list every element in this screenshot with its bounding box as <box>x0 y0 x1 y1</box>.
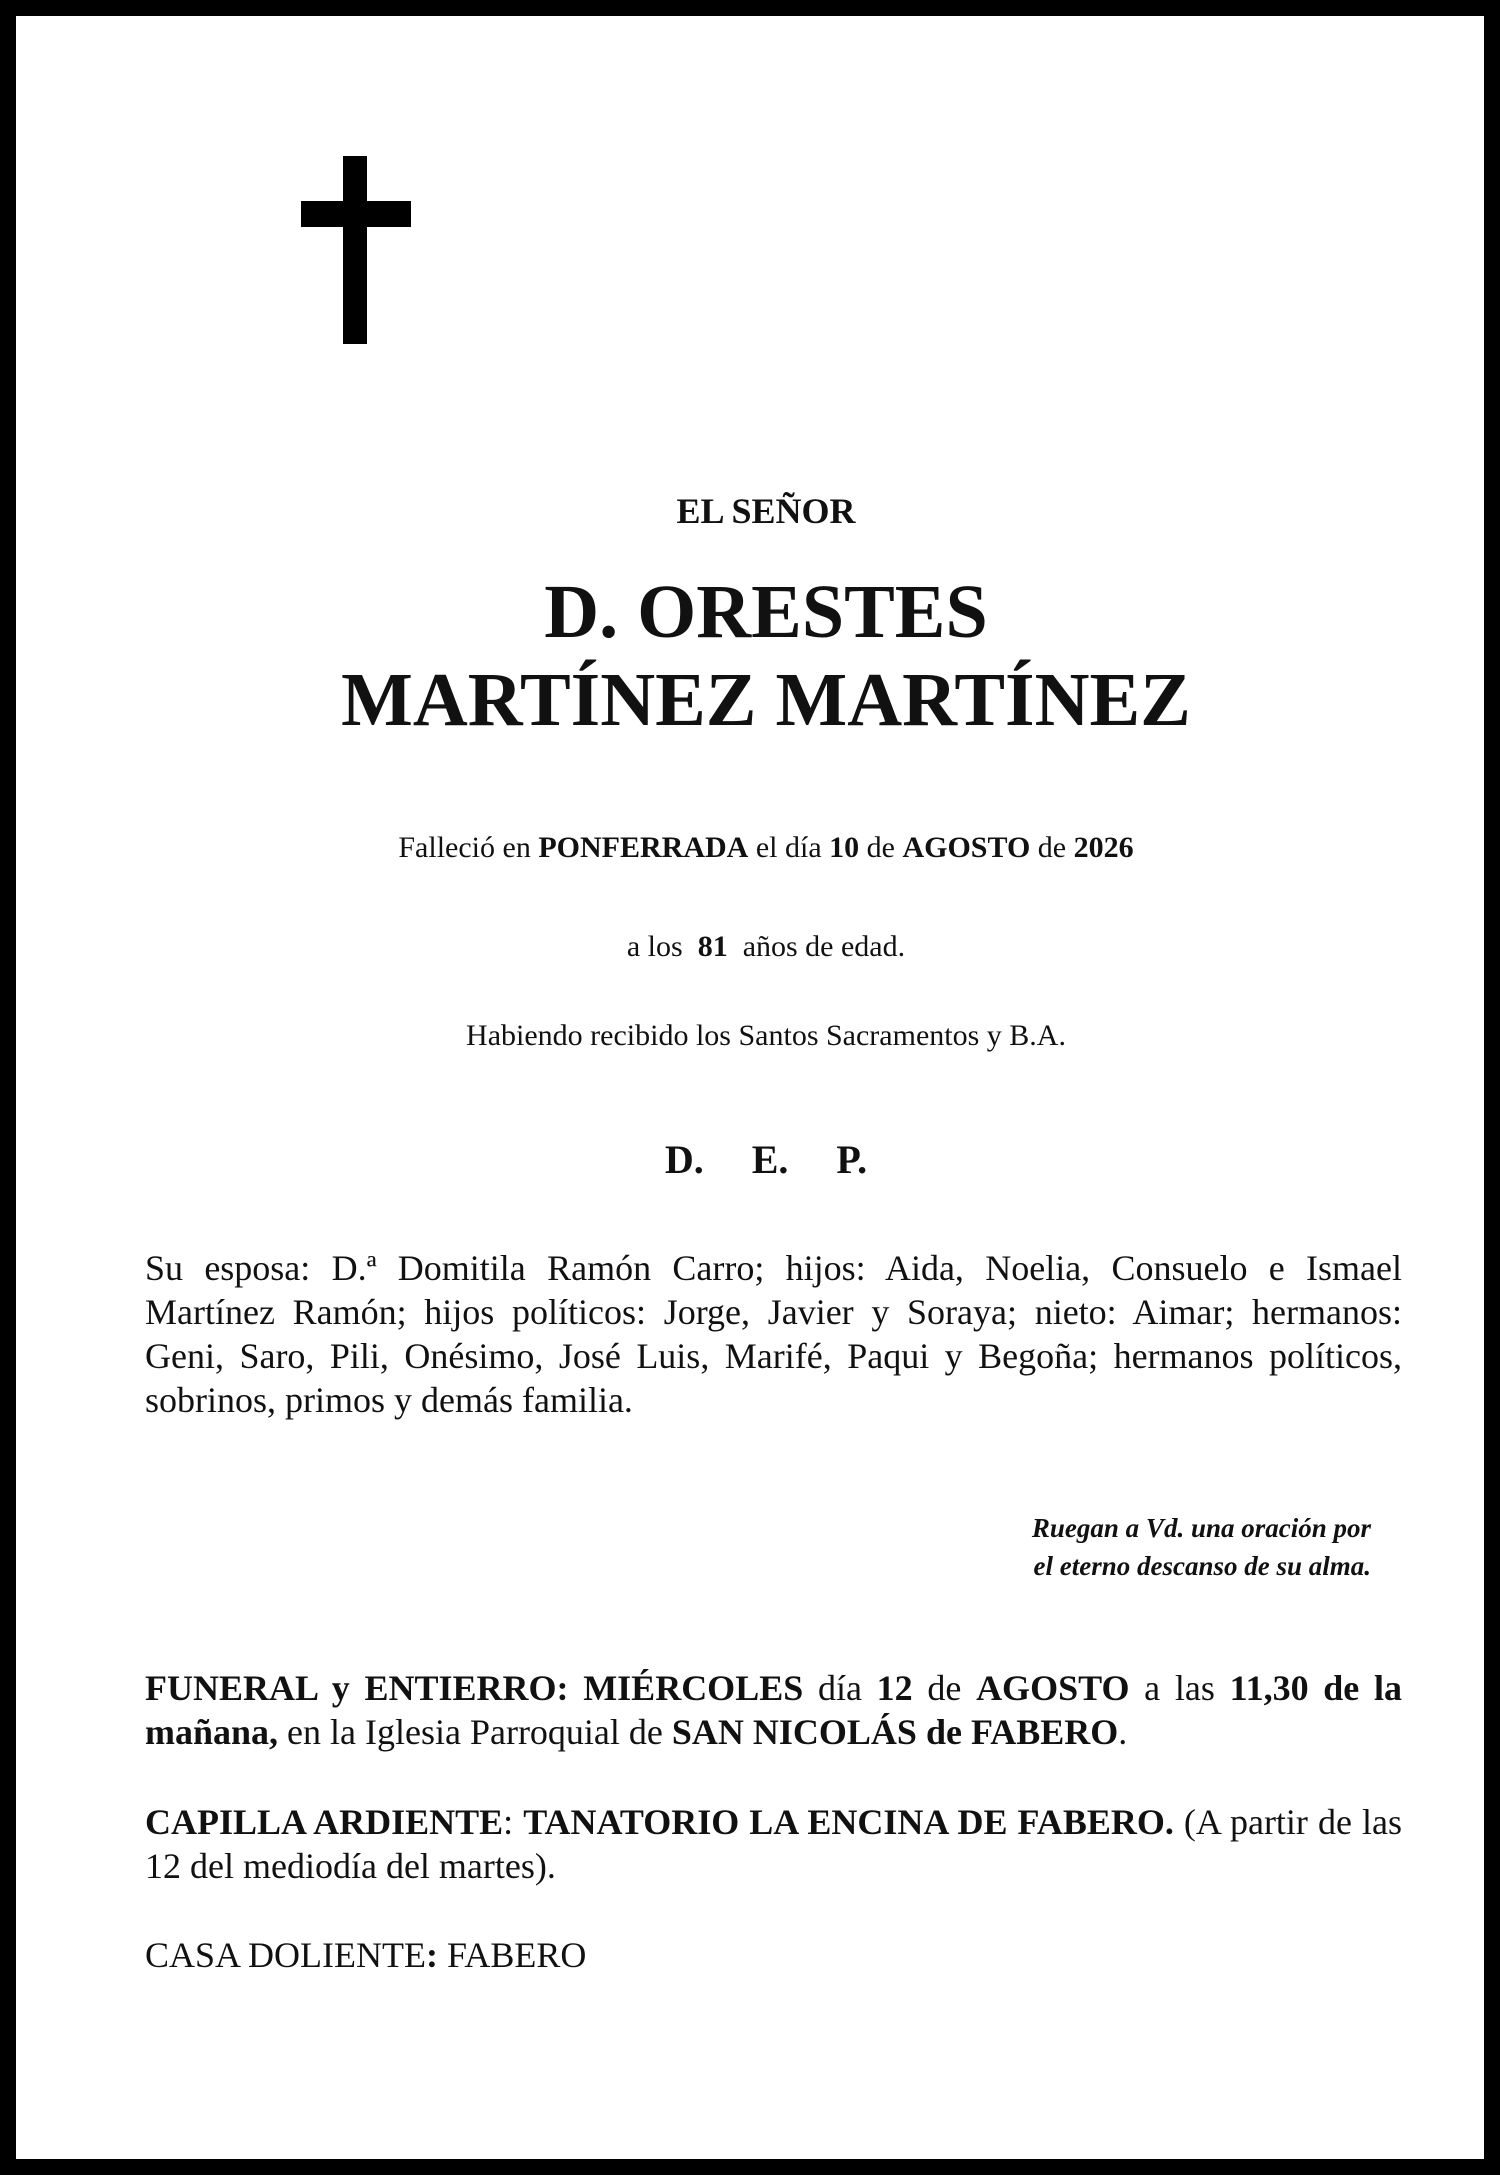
chapel-info: CAPILLA ARDIENTE: TANATORIO LA ENCINA DE FABERO. (A partir de las 12 del mediodía del martes). <box>145 1802 1402 1886</box>
honorific: EL SEÑOR <box>676 491 856 531</box>
death-place: PONFERRADA <box>538 831 749 864</box>
dep-initials: D. E. P. <box>664 1137 868 1182</box>
family-paragraph: Su esposa: D.ª Domitila Ramón Carro; hijos: Aida, Noelia, Consuelo e Ismael Martínez Ramón; hijos políticos: Jorge, Javier y Soraya; nieto: Aimar; hermanos: Geni, Saro, Pili, Onésimo, José Luis, Marifé, Paqui y Begoña; hermanos políticos, sobrinos, primos y demás familia. <box>145 1248 1402 1420</box>
funeral-info: FUNERAL y ENTIERRO: MIÉRCOLES día 12 de AGOSTO a las 11,30 de la mañana, en la Iglesia Parroquial de SAN NICOLÁS de FABERO. <box>145 1668 1403 1752</box>
name-line-2: MARTÍNEZ MARTÍNEZ <box>341 658 1191 742</box>
death-year: 2026 <box>1073 831 1134 864</box>
name-line-1: D. ORESTES <box>544 570 988 654</box>
death-notice: Falleció en PONFERRADA el día 10 de AGOSTO de 2026 <box>398 831 1134 864</box>
age-line: a los 81 años de edad. <box>626 930 906 963</box>
prayer-request: Ruegan a Vd. una oración por el eterno descanso de su alma. <box>1031 1513 1371 1581</box>
deceased-name <box>16 568 1500 744</box>
death-day: 10 <box>829 831 860 864</box>
cross-icon <box>301 156 411 344</box>
house-info: CASA DOLIENTE: FABERO <box>145 1935 587 1975</box>
sacraments-line: Habiendo recibido los Santos Sacramentos y B.A. <box>466 1019 1066 1052</box>
age-value: 81 <box>697 930 728 963</box>
death-month: AGOSTO <box>902 831 1031 864</box>
